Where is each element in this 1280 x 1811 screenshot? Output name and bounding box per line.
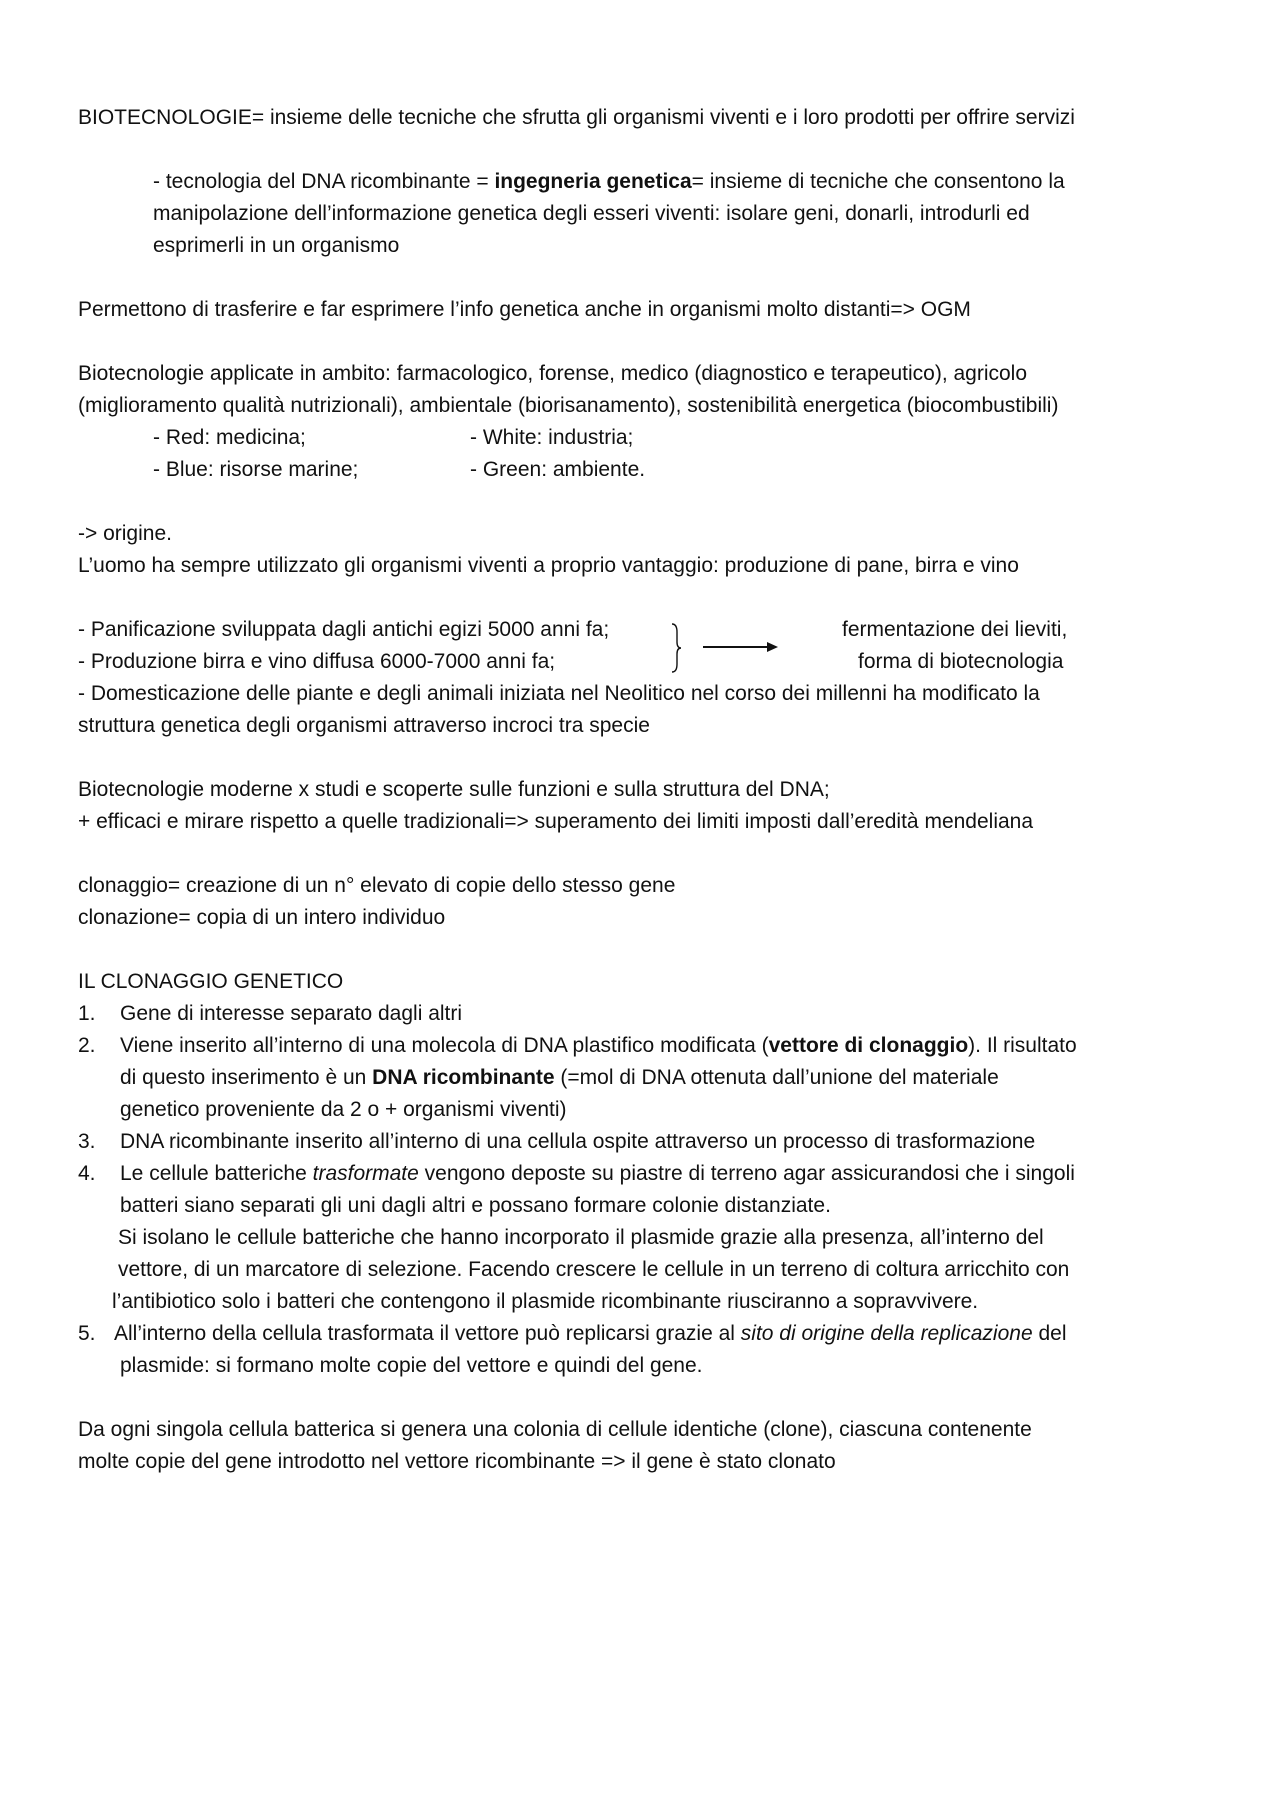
- step-4-post: vengono deposte su piastre di terreno agar assicurandosi che i singoli: [418, 1162, 1075, 1185]
- step-4-italic: trasformate: [312, 1162, 419, 1185]
- step-number-3: 3.: [78, 1130, 96, 1153]
- step-number-1: 1.: [78, 1002, 96, 1025]
- step-3: DNA ricombinante inserito all’interno di una cellula ospite attraverso un processo di trasformazione: [120, 1130, 1036, 1153]
- step-4-line-4: vettore, di un marcatore di selezione. Facendo crescere le cellule in un terreno di coltura arricchito con: [118, 1258, 1070, 1281]
- step-2-line-1: [120, 1030, 1077, 1062]
- step-5-line-2: plasmide: si formano molte copie del vettore e quindi del gene.: [120, 1354, 703, 1377]
- dna-tech-line-1: [153, 166, 1065, 198]
- origin-item-3-line-1: - Domesticazione delle piante e degli animali iniziata nel Neolitico nel corso dei millenni ha modificato la: [78, 682, 1040, 705]
- origin-result-1: fermentazione dei lieviti,: [842, 618, 1068, 641]
- step-number-2: 2.: [78, 1034, 96, 1057]
- transfer-line: Permettono di trasferire e far esprimere l’info genetica anche in organismi molto distanti=> OGM: [78, 298, 971, 321]
- step-4-line-1: [120, 1158, 1075, 1190]
- step-1: Gene di interesse separato dagli altri: [120, 1002, 463, 1025]
- origin-line: L’uomo ha sempre utilizzato gli organismi viventi a proprio vantaggio: produzione di pane, birra e vino: [78, 554, 1019, 577]
- applications-line-1: Biotecnologie applicate in ambito: farmacologico, forense, medico (diagnostico e terapeutico), agricolo: [78, 362, 1028, 385]
- modern-line-2: + efficaci e mirare rispetto a quelle tradizionali=> superamento dei limiti imposti dall’eredità mendeliana: [78, 810, 1034, 833]
- origin-item-1: - Panificazione sviluppata dagli antichi egizi 5000 anni fa;: [78, 618, 610, 641]
- dna-tech-pre: - tecnologia del DNA ricombinante =: [153, 170, 495, 193]
- step-4-pre: Le cellule batteriche: [120, 1162, 313, 1185]
- step-5-line-1: [114, 1318, 1067, 1350]
- step-4-line-2: batteri siano separati gli uni dagli altri e possano formare colonie distanziate.: [120, 1194, 831, 1217]
- step-number-4: 4.: [78, 1162, 96, 1185]
- step-4-line-5: l’antibiotico solo i batteri che contengono il plasmide ricombinante riusciranno a sopravvivere.: [112, 1290, 979, 1313]
- step-2-line-2: [120, 1062, 999, 1094]
- term-clonazione: clonazione= copia di un intero individuo: [78, 906, 446, 929]
- color-red: - Red: medicina;: [153, 426, 306, 449]
- origin-item-3-line-2: struttura genetica degli organismi attraverso incroci tra specie: [78, 714, 650, 737]
- step-4-line-3: Si isolano le cellule batteriche che hanno incorporato il plasmide grazie alla presenza, all’interno del: [118, 1226, 1044, 1249]
- step-5-post: del: [1032, 1322, 1067, 1345]
- step-number-5: 5.: [78, 1322, 96, 1345]
- step-2-line-3: genetico proveniente da 2 o + organismi viventi): [120, 1098, 567, 1121]
- step-5-italic: sito di origine della replicazione: [740, 1322, 1033, 1345]
- right-brace-icon: [668, 622, 688, 674]
- step-2-l2-post: (=mol di DNA ottenuta dall’unione del materiale: [554, 1066, 999, 1089]
- dna-tech-line-3: esprimerli in un organismo: [153, 234, 400, 257]
- term-clonaggio: clonaggio= creazione di un n° elevato di copie dello stesso gene: [78, 874, 676, 897]
- step-2-l2-bold: DNA ricombinante: [372, 1066, 555, 1089]
- dna-tech-bold: ingegneria genetica: [494, 170, 692, 193]
- color-blue: - Blue: risorse marine;: [153, 458, 359, 481]
- dna-tech-post: = insieme di tecniche che consentono la: [691, 170, 1065, 193]
- step-2-bold: vettore di clonaggio: [768, 1034, 969, 1057]
- color-white: - White: industria;: [470, 426, 634, 449]
- conclusion-line-2: molte copie del gene introdotto nel vettore ricombinante => il gene è stato clonato: [78, 1450, 836, 1473]
- step-2-pre: Viene inserito all’interno di una molecola di DNA plastifico modificata (: [120, 1034, 769, 1057]
- modern-line-1: Biotecnologie moderne x studi e scoperte sulle funzioni e sulla struttura del DNA;: [78, 778, 830, 801]
- right-arrow-icon: [703, 640, 779, 654]
- origin-heading: -> origine.: [78, 522, 172, 545]
- applications-line-2: (miglioramento qualità nutrizionali), ambientale (biorisanamento), sostenibilità energetica (biocombustibili): [78, 394, 1059, 417]
- dna-tech-line-2: manipolazione dell’informazione genetica degli esseri viventi: isolare geni, donarli, introdurli ed: [153, 202, 1030, 225]
- conclusion-line-1: Da ogni singola cellula batterica si genera una colonia di cellule identiche (clone), ciascuna contenente: [78, 1418, 1032, 1441]
- step-2-post: ). Il risultato: [968, 1034, 1077, 1057]
- biotech-definition: BIOTECNOLOGIE= insieme delle tecniche che sfrutta gli organismi viventi e i loro prodotti per offrire servizi: [78, 106, 1075, 129]
- step-5-pre: All’interno della cellula trasformata il vettore può replicarsi grazie al: [114, 1322, 741, 1345]
- origin-item-2: - Produzione birra e vino diffusa 6000-7000 anni fa;: [78, 650, 556, 673]
- origin-result-2: forma di biotecnologia: [858, 650, 1064, 673]
- step-2-l2-pre: di questo inserimento è un: [120, 1066, 373, 1089]
- cloning-title: IL CLONAGGIO GENETICO: [78, 970, 344, 993]
- color-green: - Green: ambiente.: [470, 458, 646, 481]
